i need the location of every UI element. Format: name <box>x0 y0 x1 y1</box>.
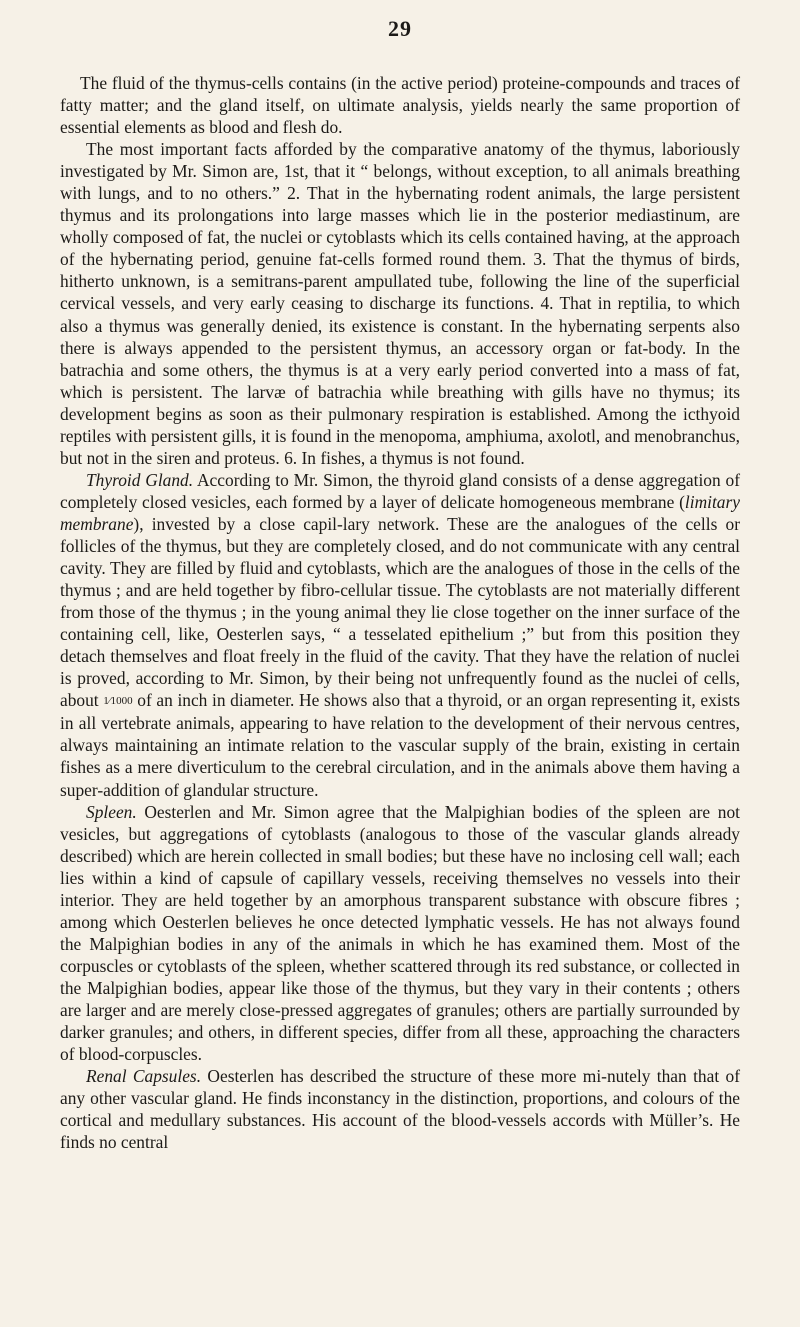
thyroid-text-part-1: According to Mr. Simon, the thyroid gland consists of a dense aggregation of completely closed vesicles, each formed by a layer of delicate homogeneous membrane ( <box>60 469 740 512</box>
renal-capsules-text: Oesterlen has described the structure of these more mi-nutely than that of any other vascular gland. He finds inconstancy in the distinction, proportions, and colours of the cortical and medullary substances. His account of the blood-vessels accords with Müller’s. He finds no central <box>60 1066 741 1153</box>
thyroid-fraction: 1⁄1000 <box>103 695 133 708</box>
thyroid-text-part-2: ), invested by a close capil-lary network. These are the analogues of the cells or follicles of the thymus, but they are completely closed, and do not communicate with any central cavity. They are filled by fluid and cytoblasts, which are the analogues of those in the cells of the thymus ; and are held together by fibro-cellular tissue. The cytoblasts are not materially different from those of the thymus ; in the young animal they lie close together on the inner surface of the containing cell, like, Oesterlen says, “ a tesselated epithelium ;” but from this position they detach themselves and float freely in the fluid of the cavity. That they have the relation of nuclei is proved, according to Mr. Simon, by their being not unfrequently found as the nuclei of cells, about <box>60 513 740 711</box>
paragraph-spleen <box>60 801 740 1066</box>
section-heading-renal-capsules: Renal Capsules. <box>86 1066 202 1087</box>
thyroid-italic-term: limitary membrane <box>60 491 740 534</box>
paragraph-thyroid-gland <box>60 469 740 801</box>
body-text <box>60 72 740 1153</box>
paragraph-thymus-comparative-anatomy: The most important facts afforded by the comparative anatomy of the thymus, laboriously investigated by Mr. Simon are, 1st, that it “ belongs, without exception, to all animals breathing with lungs, and to no others.” 2. That in the hybernating rodent animals, the large persistent thymus and its prolongations into large masses which lie in the posterior mediastinum, are wholly composed of fat, the nuclei or cytoblasts which its cells contained having, at the approach of the hybernating period, genuine fat-cells formed round them. 3. That the thymus of birds, hitherto unknown, is a semitrans-parent ampullated tube, following the line of the superficial cervical vessels, and very early ceasing to discharge its functions. 4. That in reptilia, to which also a thymus was generally denied, its existence is constant. In the hybernating serpents also there is always appended to the persistent thymus, an accessory organ or fat-body. In the batrachia and some others, the thymus is at a very early period converted into a mass of fat, which is persistent. The larvæ of batrachia while breathing with gills have no thymus; its development begins as soon as their pulmonary respiration is established. Among the icthyoid reptiles with persistent gills, it is found in the menopoma, amphiuma, axolotl, and menobranchus, but not in the siren and proteus. 6. In fishes, a thymus is not found. <box>60 139 740 468</box>
section-heading-thyroid: Thyroid Gland. <box>86 469 194 490</box>
page-number: 29 <box>388 16 412 41</box>
section-heading-spleen: Spleen. <box>86 801 137 822</box>
paragraph-renal-capsules <box>60 1065 740 1153</box>
spleen-text: Oesterlen and Mr. Simon agree that the Malpighian bodies of the spleen are not vesicles, but aggregations of cytoblasts (analogous to those of the vascular glands already described) which are herein collected in small bodies; but these have no inclosing cell wall; each lies within a kind of capsule of capillary vessels, receiving themselves no vessels into their interior. They are held together by an amorphous transparent substance with obscure fibres ; among which Oesterlen believes he once detected lymphatic vessels. He has not always found the Malpighian bodies in any of the animals in which he has examined them. Most of the corpuscles or cytoblasts of the spleen, whether scattered through its red substance, or collected in the Malpighian bodies, appear like those of the thymus, but they vary in their contents ; others are larger and are merely close-pressed aggregates of granules; others are partially surrounded by darker granules; and others, in different species, differ from all these, approaching the characters of blood-corpuscles. <box>60 801 740 1065</box>
paragraph-thymus-fluid: The fluid of the thymus-cells contains (in the active period) proteine-compounds and traces of fatty matter; and the gland itself, on ultimate analysis, yields nearly the same proportion of essential elements as blood and flesh do. <box>60 73 740 138</box>
thyroid-text-part-3: of an inch in diameter. He shows also that a thyroid, or an organ representing it, exists in all vertebrate animals, appearing to have relation to the development of their nervous centres, always maintaining an intimate relation to the vascular supply of the brain, existing in certain fishes as a mere diverticulum to the cerebral circulation, and in the animals above them having a super-addition of glandular structure. <box>60 690 740 800</box>
